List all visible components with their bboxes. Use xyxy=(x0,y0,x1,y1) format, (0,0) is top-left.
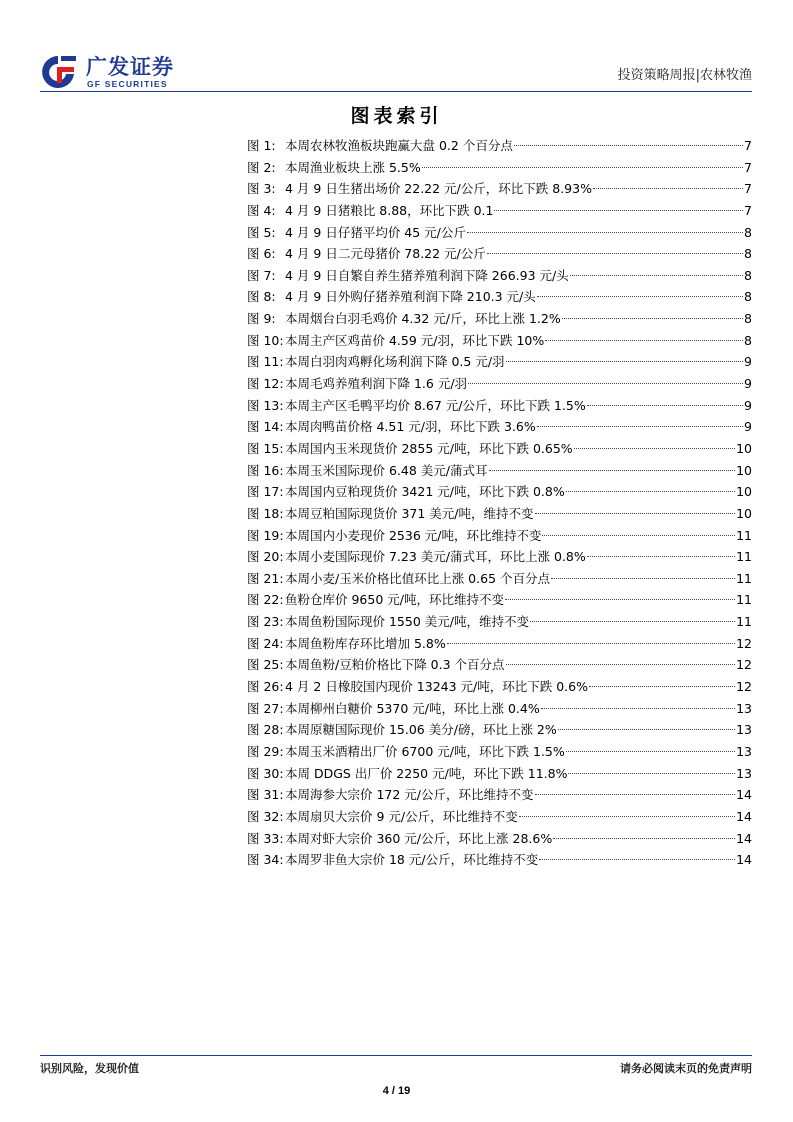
toc-entry-label: 图 21: xyxy=(247,570,284,586)
toc-entry-title: 本周小麦国际现价 7.23 美元/蒲式耳，环比上涨 0.8% xyxy=(285,549,586,565)
toc-entry-label: 图 5: xyxy=(247,224,276,240)
toc-dot-leader xyxy=(506,361,744,362)
toc-dot-leader xyxy=(506,664,736,665)
toc-entry[interactable] xyxy=(247,178,752,200)
toc-entry-page: 7 xyxy=(744,159,752,175)
toc-entry[interactable] xyxy=(247,589,752,611)
toc-entry-page: 11 xyxy=(736,592,752,608)
toc-entry-page: 14 xyxy=(736,830,752,846)
toc-entry-title: 本周玉米国际现价 6.48 美元/蒲式耳 xyxy=(285,462,488,478)
toc-entry-title: 本周国内小麦现价 2536 元/吨，环比维持不变 xyxy=(285,527,542,543)
toc-dot-leader xyxy=(587,405,743,406)
gf-securities-logo xyxy=(40,54,210,90)
toc-entry[interactable] xyxy=(247,828,752,850)
toc-entry-page: 13 xyxy=(736,765,752,781)
toc-entry-page: 12 xyxy=(736,679,752,695)
toc-entry-page: 8 xyxy=(744,267,752,283)
toc-dot-leader xyxy=(468,383,743,384)
page-header xyxy=(40,52,752,92)
toc-entry-label: 图 3: xyxy=(247,181,276,197)
toc-dot-leader xyxy=(489,470,736,471)
toc-entry-label: 图 15: xyxy=(247,440,284,456)
toc-entry-page: 9 xyxy=(744,354,752,370)
toc-entry[interactable] xyxy=(247,265,752,287)
toc-dot-leader xyxy=(562,318,743,319)
toc-entry-title: 本周柳州白糖价 5370 元/吨，环比上涨 0.4% xyxy=(285,700,540,716)
toc-entry-title: 本周鱼粉库存环比增加 5.8% xyxy=(285,635,446,651)
toc-title: 图表索引 xyxy=(350,105,443,127)
toc-entry[interactable] xyxy=(247,222,752,244)
toc-entry-page: 10 xyxy=(736,505,752,521)
toc-entry[interactable] xyxy=(247,633,752,655)
toc-entry-page: 12 xyxy=(736,635,752,651)
page-number: 4 / 19 xyxy=(382,1085,411,1097)
footer-disclaimer-note: 请务必阅读末页的免责声明 xyxy=(620,1062,752,1075)
toc-dot-leader xyxy=(494,210,743,211)
toc-entry-page: 14 xyxy=(736,852,752,868)
toc-entry-title: 本周豆粕国际现货价 371 美元/吨，维持不变 xyxy=(285,505,534,521)
toc-dot-leader xyxy=(467,232,743,233)
toc-entry-page: 10 xyxy=(736,484,752,500)
toc-entry-page: 9 xyxy=(744,376,752,392)
toc-entry[interactable] xyxy=(247,395,752,417)
toc-entry-page: 13 xyxy=(736,743,752,759)
toc-entry-label: 图 4: xyxy=(247,202,276,218)
toc-entry-label: 图 19: xyxy=(247,527,284,543)
toc-dot-leader xyxy=(553,838,735,839)
brand-name-en: GF SECURITIES xyxy=(87,79,168,89)
toc-entry[interactable] xyxy=(247,416,752,438)
toc-entry-label: 图 23: xyxy=(247,614,284,630)
toc-dot-leader xyxy=(587,556,735,557)
toc-entry-title: 本周罗非鱼大宗价 18 元/公斤，环比维持不变 xyxy=(285,852,539,868)
toc-entry-label: 图 18: xyxy=(247,505,284,521)
toc-dot-leader xyxy=(570,275,743,276)
toc-entry-page: 8 xyxy=(744,246,752,262)
toc-dot-leader xyxy=(530,621,735,622)
toc-entry-label: 图 17: xyxy=(247,484,284,500)
toc-entry-label: 图 26: xyxy=(247,679,284,695)
toc-entry-label: 图 20: xyxy=(247,549,284,565)
toc-entry-label: 图 1: xyxy=(247,138,276,153)
toc-dot-leader xyxy=(519,816,735,817)
header-divider xyxy=(40,91,752,92)
toc-entry-title: 鱼粉仓库价 9650 元/吨，环比维持不变 xyxy=(285,592,504,608)
toc-dot-leader xyxy=(539,859,735,860)
toc-entry[interactable] xyxy=(247,806,752,828)
toc-dot-leader xyxy=(558,729,735,730)
toc-entry[interactable] xyxy=(247,849,752,871)
toc-entry-title: 本周对虾大宗价 360 元/公斤，环比上涨 28.6% xyxy=(285,830,553,846)
toc-entry-title: 本周毛鸡养殖利润下降 1.6 元/羽 xyxy=(285,376,468,392)
toc-entry-label: 图 9: xyxy=(247,311,276,327)
toc-dot-leader xyxy=(566,751,735,752)
toc-entry-page: 7 xyxy=(744,202,752,218)
toc-entry-page: 13 xyxy=(736,722,752,738)
toc-dot-leader xyxy=(505,599,735,600)
toc-entry-page: 7 xyxy=(744,138,752,153)
toc-entry-label: 图 33: xyxy=(247,830,284,846)
toc-entry[interactable] xyxy=(247,676,752,698)
toc-entry-label: 图 14: xyxy=(247,419,284,435)
toc-dot-leader xyxy=(542,535,735,536)
toc-entry-label: 图 29: xyxy=(247,743,284,759)
toc-entry[interactable] xyxy=(247,308,752,330)
toc-entry-title: 本周 DDGS 出厂价 2250 元/吨，环比下跌 11.8% xyxy=(285,765,568,781)
toc-entry-label: 图 8: xyxy=(247,289,276,305)
toc-entry-title: 本周海参大宗价 172 元/公斤，环比维持不变 xyxy=(285,787,534,803)
toc-entry-title: 本周主产区鸡苗价 4.59 元/羽，环比下跌 10% xyxy=(285,332,545,348)
toc-entry-title: 本周农林牧渔板块跑赢大盘 0.2 个百分点 xyxy=(285,138,513,153)
toc-entry[interactable] xyxy=(247,719,752,741)
toc-entry-page: 12 xyxy=(736,657,752,673)
toc-entry-title: 本周渔业板块上涨 5.5% xyxy=(285,159,421,175)
toc-entry-label: 图 25: xyxy=(247,657,284,673)
toc-entry[interactable] xyxy=(247,438,752,460)
footer-divider xyxy=(40,1055,752,1056)
toc-entry[interactable] xyxy=(247,351,752,373)
brand-name-cn: 广发证券 xyxy=(86,55,174,79)
toc-entry-page: 14 xyxy=(736,808,752,824)
toc-dot-leader xyxy=(535,794,736,795)
toc-entry-title: 本周国内豆粕现货价 3421 元/吨，环比下跌 0.8% xyxy=(285,484,565,500)
toc-entry-title: 本周肉鸭苗价格 4.51 元/羽，环比下跌 3.6% xyxy=(285,419,536,435)
toc-entry-page: 14 xyxy=(736,787,752,803)
toc-entry-page: 11 xyxy=(736,614,752,630)
toc-entry[interactable] xyxy=(247,763,752,785)
toc-entry-page: 10 xyxy=(736,462,752,478)
toc-entry-page: 13 xyxy=(736,700,752,716)
toc-entry-title: 本周原糖国际现价 15.06 美分/磅，环比上涨 2% xyxy=(285,722,557,738)
toc-entry-page: 8 xyxy=(744,224,752,240)
toc-dot-leader xyxy=(422,167,743,168)
toc-dot-leader xyxy=(447,643,735,644)
toc-entry[interactable] xyxy=(247,698,752,720)
toc-entry-title: 4 月 9 日自繁自养生猪养殖利润下降 266.93 元/头 xyxy=(285,267,569,283)
toc-entry-label: 图 2: xyxy=(247,159,276,175)
toc-entry-title: 4 月 9 日二元母猪价 78.22 元/公斤 xyxy=(285,246,486,262)
toc-entry[interactable] xyxy=(247,481,752,503)
toc-entry-label: 图 27: xyxy=(247,700,284,716)
toc-entry-page: 11 xyxy=(736,527,752,543)
report-type: 投资策略周报|农林牧渔 xyxy=(617,68,752,83)
toc-dot-leader xyxy=(566,491,735,492)
figure-index-list xyxy=(247,135,752,871)
toc-dot-leader xyxy=(537,426,743,427)
toc-dot-leader xyxy=(574,448,735,449)
toc-entry-label: 图 10: xyxy=(247,332,284,348)
toc-entry-page: 9 xyxy=(744,419,752,435)
toc-entry[interactable] xyxy=(247,330,752,352)
toc-entry-title: 本周国内玉米现货价 2855 元/吨，环比下跌 0.65% xyxy=(285,440,573,456)
toc-entry-title: 本周白羽肉鸡孵化场利润下降 0.5 元/羽 xyxy=(285,354,505,370)
toc-entry-label: 图 24: xyxy=(247,635,284,651)
toc-entry[interactable] xyxy=(247,546,752,568)
toc-entry[interactable] xyxy=(247,503,752,525)
toc-entry-label: 图 28: xyxy=(247,722,284,738)
toc-dot-leader xyxy=(537,296,743,297)
toc-dot-leader xyxy=(568,773,735,774)
toc-entry-label: 图 30: xyxy=(247,765,284,781)
toc-entry-title: 本周玉米酒精出厂价 6700 元/吨，环比下跌 1.5% xyxy=(285,743,565,759)
toc-entry[interactable] xyxy=(247,286,752,308)
toc-entry[interactable] xyxy=(247,135,752,157)
toc-entry-page: 9 xyxy=(744,397,752,413)
toc-entry[interactable] xyxy=(247,460,752,482)
toc-entry[interactable] xyxy=(247,784,752,806)
toc-dot-leader xyxy=(545,340,743,341)
toc-entry[interactable] xyxy=(247,741,752,763)
toc-entry-title: 本周小麦/玉米价格比值环比上涨 0.65 个百分点 xyxy=(285,570,550,586)
toc-entry-title: 本周鱼粉国际现价 1550 美元/吨，维持不变 xyxy=(285,614,529,630)
toc-dot-leader xyxy=(593,188,743,189)
toc-entry-page: 11 xyxy=(736,570,752,586)
toc-entry[interactable] xyxy=(247,611,752,633)
toc-entry-title: 本周鱼粉/豆粕价格比下降 0.3 个百分点 xyxy=(285,657,505,673)
footer-slogan: 识别风险，发现价值 xyxy=(40,1062,139,1075)
gf-logo-mark-icon xyxy=(40,54,78,90)
toc-entry-label: 图 22: xyxy=(247,592,284,608)
toc-entry-title: 本周烟台白羽毛鸡价 4.32 元/斤，环比上涨 1.2% xyxy=(285,311,561,327)
toc-entry-title: 4 月 9 日外购仔猪养殖利润下降 210.3 元/头 xyxy=(285,289,536,305)
toc-entry-label: 图 31: xyxy=(247,787,284,803)
toc-dot-leader xyxy=(487,253,743,254)
toc-dot-leader xyxy=(535,513,736,514)
toc-entry[interactable] xyxy=(247,157,752,179)
toc-entry-page: 8 xyxy=(744,311,752,327)
toc-entry-title: 4 月 9 日猪粮比 8.88，环比下跌 0.1 xyxy=(285,202,494,218)
toc-entry-page: 11 xyxy=(736,549,752,565)
toc-entry[interactable] xyxy=(247,654,752,676)
toc-entry-label: 图 32: xyxy=(247,808,284,824)
toc-dot-leader xyxy=(514,145,743,146)
toc-entry-page: 10 xyxy=(736,440,752,456)
toc-entry-label: 图 11: xyxy=(247,354,284,370)
toc-entry-page: 8 xyxy=(744,332,752,348)
toc-entry-title: 本周扇贝大宗价 9 元/公斤，环比维持不变 xyxy=(285,808,518,824)
toc-entry-label: 图 6: xyxy=(247,246,276,262)
toc-entry-label: 图 34: xyxy=(247,852,284,868)
toc-dot-leader xyxy=(589,686,735,687)
toc-entry[interactable] xyxy=(247,373,752,395)
toc-entry-page: 8 xyxy=(744,289,752,305)
toc-entry[interactable] xyxy=(247,200,752,222)
toc-entry-label: 图 13: xyxy=(247,397,284,413)
toc-entry[interactable] xyxy=(247,525,752,547)
toc-entry-label: 图 12: xyxy=(247,376,284,392)
toc-entry-title: 4 月 9 日仔猪平均价 45 元/公斤 xyxy=(285,224,466,240)
toc-entry-label: 图 16: xyxy=(247,462,284,478)
toc-dot-leader xyxy=(541,708,735,709)
toc-entry-page: 7 xyxy=(744,181,752,197)
toc-entry-label: 图 7: xyxy=(247,267,276,283)
toc-entry-title: 4 月 9 日生猪出场价 22.22 元/公斤，环比下跌 8.93% xyxy=(285,181,592,197)
toc-entry-title: 本周主产区毛鸭平均价 8.67 元/公斤，环比下跌 1.5% xyxy=(285,397,586,413)
toc-dot-leader xyxy=(551,578,735,579)
toc-entry[interactable] xyxy=(247,568,752,590)
toc-entry[interactable] xyxy=(247,243,752,265)
toc-entry-title: 4 月 2 日橡胶国内现价 13243 元/吨，环比下跌 0.6% xyxy=(285,679,588,695)
